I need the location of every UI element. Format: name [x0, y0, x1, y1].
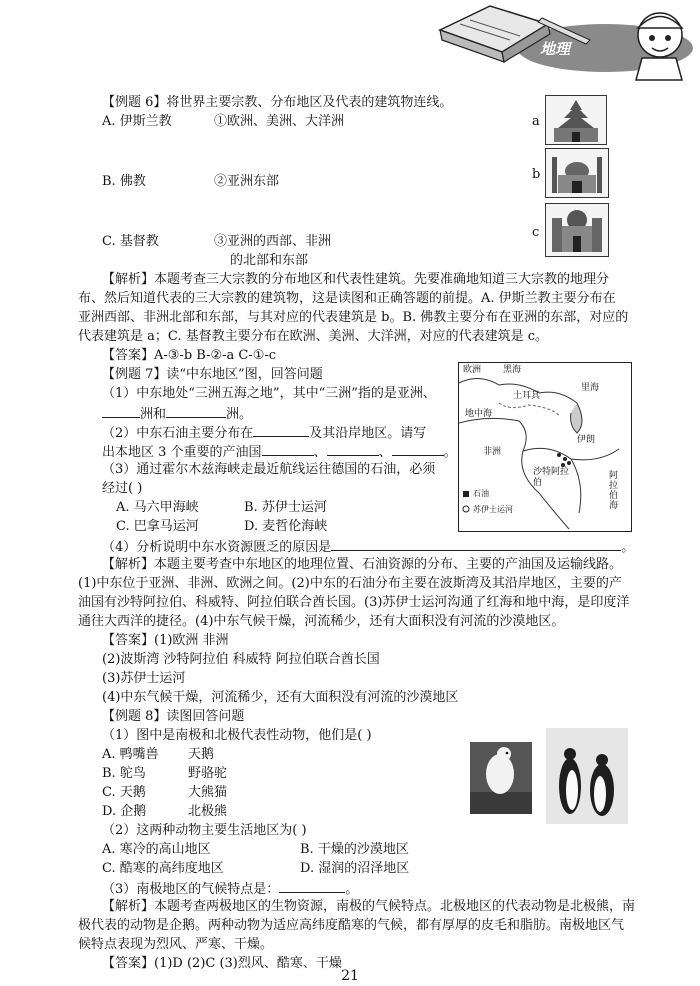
- ex6-analysis-4: 代表建筑是 a；C. 基督教主要分布在欧洲、美洲、大洋洲，对应的代表建筑是 c。: [78, 329, 549, 344]
- ex7-analysis-4: 通往大西洋的捷径。(4)中东气候干燥，河流稀少，还有大面积没有河流的沙漠地区。: [78, 614, 565, 629]
- map-label-iran: 伊朗: [577, 435, 596, 445]
- map-label-saudi: 沙特阿拉伯: [533, 467, 570, 488]
- ex6-region-1: ①欧洲、美洲、大洋洲: [214, 114, 345, 129]
- blank: [102, 403, 140, 418]
- map-label-africa: 非洲: [483, 447, 502, 457]
- church-building-image: [545, 203, 609, 257]
- ex6-analysis-2: 布、然后知道代表的三大宗教的建筑物，这是读图和正确答题的前提。A. 伊斯兰教主要分布在: [78, 291, 616, 306]
- ex8-q2-opt-d: D. 湿润的沼泽地区: [300, 861, 410, 876]
- map-label-europe: 欧洲: [463, 365, 482, 375]
- ex6-answer: 【答案】A-③-b B-②-a C-①-c: [102, 348, 277, 363]
- ex7-opt-a: A. 马六甲海峡: [116, 500, 199, 515]
- ex6-religion-c: C. 基督教: [102, 234, 159, 249]
- ex6-region-3-cont: 的北部和东部: [230, 253, 309, 268]
- ex8-q2-opt-b: B. 干燥的沙漠地区: [300, 842, 409, 857]
- ex7-answer-3: (3)苏伊士运河: [102, 671, 186, 686]
- map-legend-oil: 石油: [473, 489, 489, 498]
- ex7-q2-cont: 出本地区 3 个重要的产油国 、 、 。: [102, 441, 457, 462]
- ex7-opt-b: B. 苏伊士运河: [244, 500, 327, 515]
- ex7-analysis-3: 油国有沙特阿拉伯、科威特、阿拉伯联合酋长国。(3)苏伊士运河沟通了红海和地中海，是印度洋: [78, 595, 630, 610]
- header-decoration: [430, 0, 700, 85]
- ex8-q2-opt-c: C. 酷寒的高纬度地区: [102, 861, 224, 876]
- pagoda-building-image: [545, 95, 607, 145]
- subject-label: 地理: [540, 40, 571, 58]
- blank: [166, 403, 226, 418]
- map-label-arabian-sea: 阿拉伯海: [609, 471, 619, 511]
- page-number: 21: [341, 968, 359, 984]
- map-legend-suez: 苏伊士运河: [473, 505, 513, 514]
- pic-label-a: a: [532, 114, 540, 129]
- pic-label-c: c: [532, 225, 540, 240]
- ex8-q3: （3）南极地区的气候特点是： 。: [102, 878, 358, 899]
- map-label-turkey: 土耳其: [513, 391, 541, 401]
- ex8-analysis-2: 极代表的动物是企鹅。两种动物为适应高纬度酷寒的气候，都有厚厚的皮毛和脂肪。南极地区气: [78, 918, 625, 933]
- blank: [331, 536, 621, 551]
- ex7-analysis-2: (1)中东位于亚洲、非洲、欧洲之间。(2)中东的石油分布主要在波斯湾及其沿岸地区，主要的产: [78, 576, 622, 591]
- penguin-image: [546, 728, 628, 824]
- ex8-q2: （2）这两种动物主要生活地区为( ): [102, 823, 307, 838]
- ex6-analysis-3: 亚洲西部、非洲北部和东部，与其对应的代表建筑是 b。B. 佛教主要分布在亚洲的东部，对应的: [78, 310, 629, 325]
- ex7-q3-cont: 经过( ): [102, 481, 143, 496]
- ex7-q4: （4）分析说明中东水资源匮乏的原因是 。: [102, 536, 634, 557]
- ex6-title: 【例题 6】将世界主要宗教、分布地区及代表的建筑物连线。: [102, 95, 453, 110]
- ex8-q1-opt-c-animal: 大熊猫: [188, 785, 228, 800]
- ex6-religion-b: B. 佛教: [102, 174, 146, 189]
- ex7-analysis-1: 【解析】本题主要考查中东地区的地理位置、石油资源的分布、主要的产油国及运输线路。: [102, 557, 623, 572]
- pic-label-b: b: [532, 167, 541, 182]
- ex8-q2-opt-a: A. 寒冷的高山地区: [102, 842, 211, 857]
- ex7-answer-2: (2)波斯湾 沙特阿拉伯 科威特 阿拉伯联合酋长国: [102, 652, 380, 667]
- ex8-title: 【例题 8】读图回答问题: [102, 709, 245, 724]
- blank: [392, 441, 444, 456]
- ex8-q1-opt-a: A. 鸭嘴兽: [102, 747, 159, 762]
- blank: [327, 441, 379, 456]
- ex7-q3: （3）通过霍尔木兹海峡走最近航线运往德国的石油，必须: [102, 462, 436, 477]
- blank: [253, 422, 309, 437]
- ex8-q1: （1）图中是南极和北极代表性动物，他们是( ): [102, 728, 372, 743]
- ex6-religion-a: A. 伊斯兰教: [102, 114, 172, 129]
- blank: [279, 878, 345, 893]
- mosque-building-image: [545, 148, 609, 198]
- map-label-medsea: 地中海: [465, 409, 493, 419]
- ex6-analysis-1: 【解析】本题考查三大宗教的分布地区和代表性建筑。先要准确地知道三大宗教的地理分: [102, 272, 610, 287]
- ex7-opt-c: C. 巴拿马运河: [116, 519, 199, 534]
- ex8-q1-opt-d-animal: 北极熊: [188, 804, 228, 819]
- ex8-q1-opt-c: C. 天鹅: [102, 785, 146, 800]
- ex7-q1: （1）中东地处“三洲五海之地”，其中“三洲”指的是亚洲、: [102, 386, 436, 401]
- ex7-opt-d: D. 麦哲伦海峡: [244, 519, 328, 534]
- ex8-analysis-3: 候特点表现为烈风、严寒、干燥。: [78, 937, 274, 952]
- ex8-q1-opt-a-animal: 天鹅: [188, 747, 215, 762]
- middle-east-map: [458, 362, 632, 532]
- ex8-q1-opt-b-animal: 野骆驼: [188, 766, 228, 781]
- ex6-region-3: ③亚洲的西部、非洲: [214, 234, 332, 249]
- ex8-answer: 【答案】(1)D (2)C (3)烈风、酷寒、干燥: [102, 956, 342, 971]
- map-label-black-sea: 黑海: [503, 365, 522, 375]
- ex7-q2: （2）中东石油主要分布在 及其沿岸地区。请写: [102, 422, 426, 443]
- ex8-analysis-1: 【解析】本题考查两极地区的生物资源，南极的气候特点。北极地区的代表动物是北极熊，南: [102, 899, 636, 914]
- ex7-answer-4: (4)中东气候干燥，河流稀少，还有大面积没有河流的沙漠地区: [102, 690, 459, 705]
- blank: [262, 441, 314, 456]
- polar-bear-image: [470, 742, 532, 814]
- ex8-q1-opt-d: D. 企鹅: [102, 804, 147, 819]
- ex7-title: 【例题 7】读“中东地区”图，回答问题: [102, 367, 323, 382]
- ex6-region-2: ②亚洲东部: [214, 174, 280, 189]
- ex7-answer-1: 【答案】(1)欧洲 非洲: [102, 633, 229, 648]
- ex8-q1-opt-b: B. 鸵鸟: [102, 766, 146, 781]
- map-label-caspian: 里海: [581, 383, 600, 393]
- ex7-q1-cont: 洲和 洲。: [102, 403, 252, 424]
